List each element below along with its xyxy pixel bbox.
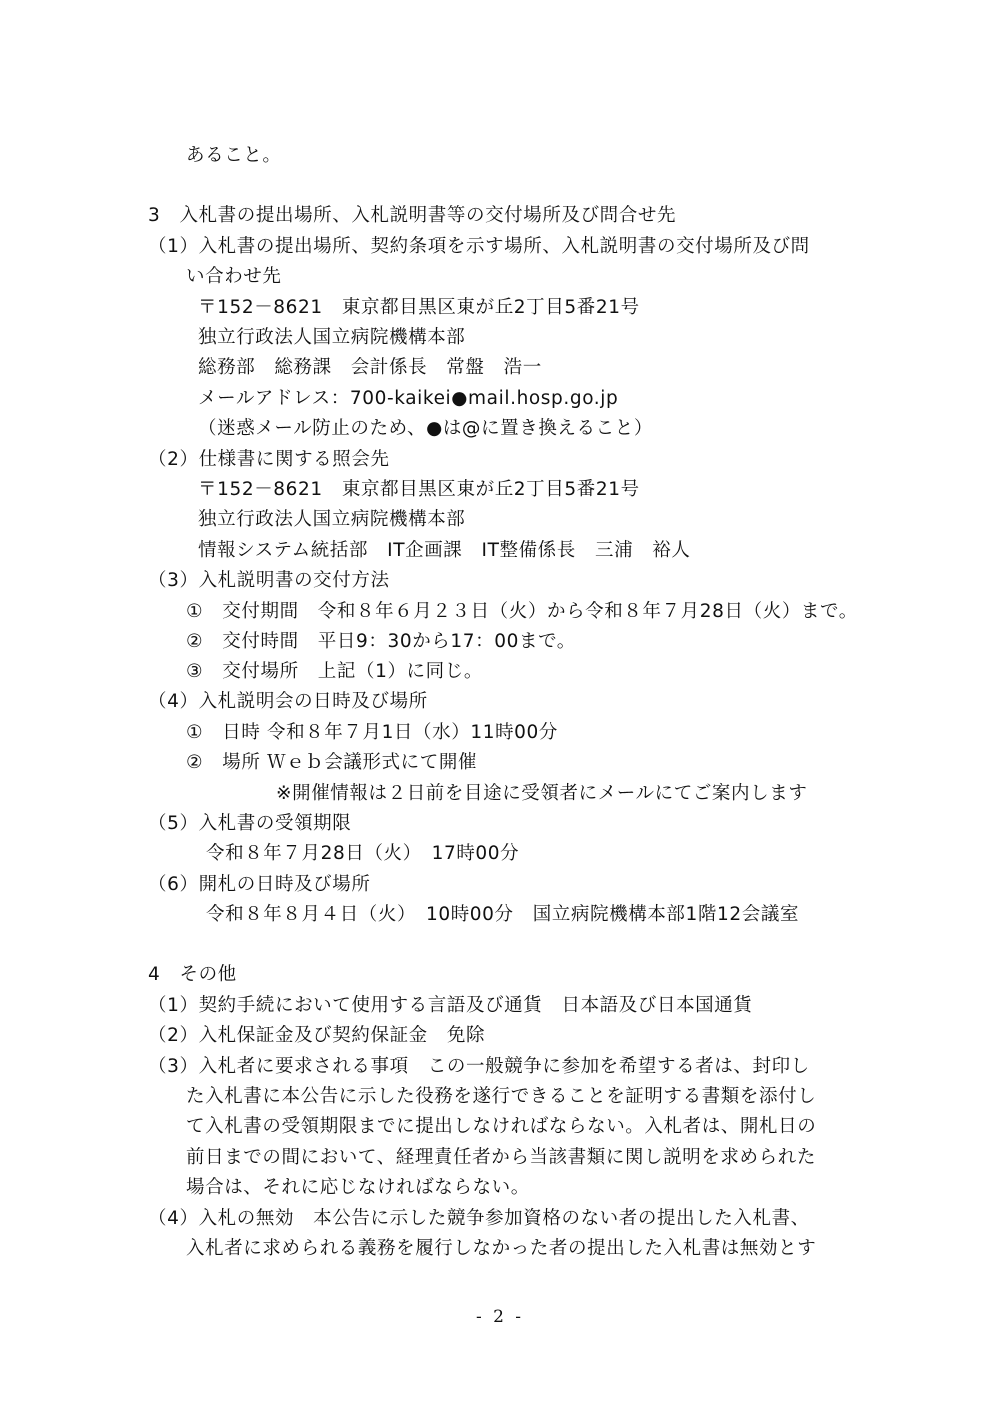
text-line: （1）入札書の提出場所、契約条項を示す場所、入札説明書の交付場所及び問: [148, 236, 810, 257]
text-line: （2）入札保証金及び契約保証金 免除: [148, 1025, 486, 1046]
text-line: 前日までの間において、経理責任者から当該書類に関し説明を求められた: [186, 1147, 816, 1168]
note-line: （迷惑メール防止のため、●は@に置き換えること）: [198, 418, 653, 439]
address-line: 〒152－8621 東京都目黒区東が丘2丁目5番21号: [198, 479, 640, 500]
list-item: ② 交付時間 平日9：30から17：00まで。: [186, 631, 576, 652]
text-line: （3）入札者に要求される事項 この一般競争に参加を希望する者は、封印し: [148, 1056, 810, 1077]
contact-line: 情報システム統括部 IT企画課 IT整備係長 三浦 裕人: [198, 540, 691, 561]
text-line: （4）入札の無効 本公告に示した競争参加資格のない者の提出した入札書、: [148, 1208, 810, 1229]
text-line: （5）入札書の受領期限: [148, 813, 352, 834]
section-heading: 4 その他: [148, 964, 237, 985]
list-item: ③ 交付場所 上記（1）に同じ。: [186, 661, 483, 682]
text-line: あること。: [186, 145, 282, 166]
page-number: - 2 -: [475, 1307, 525, 1327]
text-line: （1）契約手続において使用する言語及び通貨 日本語及び日本国通貨: [148, 995, 753, 1016]
date-line: 令和８年７月28日（火） 17時00分: [206, 843, 520, 864]
text-line: い合わせ先: [186, 266, 282, 287]
text-line: 場合は、それに応じなければならない。: [186, 1177, 530, 1198]
text-line: （4）入札説明会の日時及び場所: [148, 691, 428, 712]
text-line: た入札書に本公告に示した役務を遂行できることを証明する書類を添付し: [186, 1086, 817, 1107]
text-line: て入札書の受領期限までに提出しなければならない。入札者は、開札日の: [186, 1116, 817, 1137]
list-item: ① 交付期間 令和８年６月２３日（火）から令和８年７月28日（火）まで。: [186, 601, 858, 622]
contact-line: 総務部 総務課 会計係長 常盤 浩一: [198, 357, 542, 378]
organization-line: 独立行政法人国立病院機構本部: [198, 509, 466, 530]
list-item: ② 場所 Ｗｅｂ会議形式にて開催: [186, 752, 478, 773]
date-line: 令和８年８月４日（火） 10時00分 国立病院機構本部1階12会議室: [206, 904, 800, 925]
text-line: （3）入札説明書の交付方法: [148, 570, 390, 591]
text-line: （6）開札の日時及び場所: [148, 874, 371, 895]
section-heading: 3 入札書の提出場所、入札説明書等の交付場所及び問合せ先: [148, 205, 677, 226]
list-item: ① 日時 令和８年７月1日（水）11時00分: [186, 722, 559, 743]
text-line: 入札者に求められる義務を履行しなかった者の提出した入札書は無効とす: [186, 1238, 817, 1259]
text-line: （2）仕様書に関する照会先: [148, 449, 390, 470]
address-line: 〒152－8621 東京都目黒区東が丘2丁目5番21号: [198, 297, 640, 318]
email-line: メールアドレス：700-kaikei●mail.hosp.go.jp: [198, 388, 619, 409]
organization-line: 独立行政法人国立病院機構本部: [198, 327, 466, 348]
note-line: ※開催情報は２日前を目途に受領者にメールにてご案内します: [276, 783, 808, 804]
